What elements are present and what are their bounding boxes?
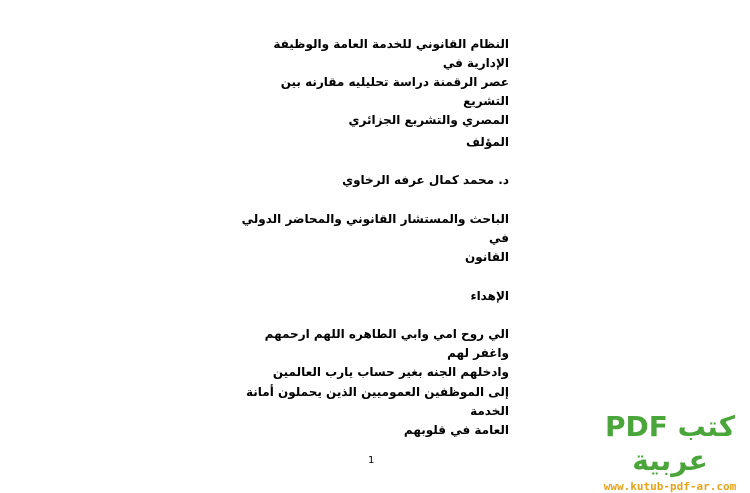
- dedication-paragraph: إلى الموظفين العموميين الذين يحملون أمانة الخدمة العامة في قلوبهم: [245, 385, 509, 437]
- watermark-url: www.kutub-pdf-ar.com: [603, 480, 737, 493]
- document-title: النظام القانوني للخدمة العامة والوظيفة الإدارية في عصر الرقمنة دراسة تحليليه مقارنه بين التشريع المصري والتشريع الجزائري: [273, 37, 509, 127]
- page-number: 1: [368, 455, 375, 466]
- author-role: الباحث والمستشار القانوني والمحاضر الدولي في القانون: [241, 212, 509, 264]
- dedication-paragraph: الي روح امي وابي الطاهره اللهم ارحمهم واغفر لهم وادخلهم الجنه بغير حساب يارب العالمين: [264, 327, 509, 379]
- watermark-title: كتب PDF عربية: [605, 410, 735, 477]
- author-name: د. محمد كمال عرفه الرخاوي: [342, 173, 509, 187]
- site-watermark: [595, 410, 745, 493]
- dedication-heading: الإهداء: [470, 289, 509, 303]
- author-heading: المؤلف: [466, 135, 509, 149]
